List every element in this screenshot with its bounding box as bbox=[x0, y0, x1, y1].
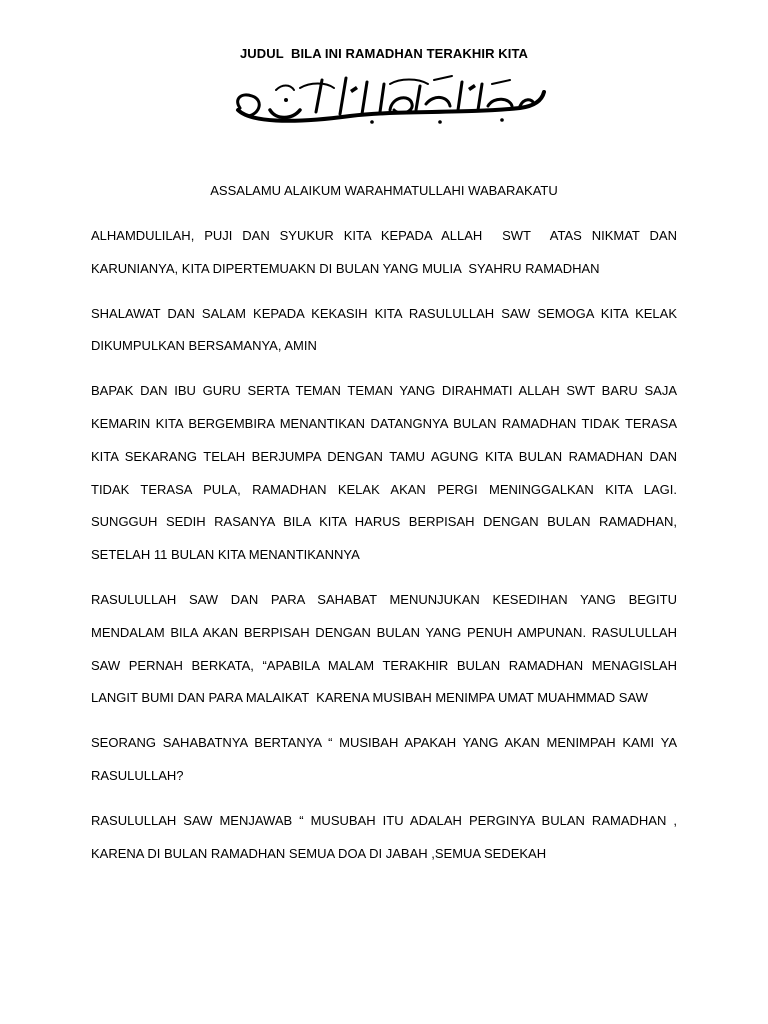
paragraph-6: RASULULLAH SAW MENJAWAB “ MUSUBAH ITU ADALAH PERGINYA BULAN RAMADHAN , KARENA DI BULAN RAMADHAN SEMUA DOA DI JABAH ,SEMUA SEDEKAH bbox=[91, 812, 681, 861]
paragraph-1: ALHAMDULILAH, PUJI DAN SYUKUR KITA KEPADA ALLAH SWT ATAS NIKMAT DAN KARUNIANYA, KITA DIPERTEMUAKN DI BULAN YANG MULIA SYAHRU RAMADHAN bbox=[91, 228, 681, 276]
body-text bbox=[91, 220, 685, 882]
paragraph-5: SEORANG SAHABATNYA BERTANYA “ MUSIBAH APAKAH YANG AKAN MENIMPAH KAMI YA RASULULLAH? bbox=[91, 735, 681, 783]
page-title: JUDUL BILA INI RAMADHAN TERAKHIR KITA bbox=[239, 46, 529, 61]
basmala-calligraphy-svg bbox=[230, 70, 550, 132]
paragraph-4: RASULULLAH SAW DAN PARA SAHABAT MENUNJUKAN KESEDIHAN YANG BEGITU MENDALAM BILA AKAN BERPISAH DENGAN BULAN YANG PENUH AMPUNAN. RASULULLAH SAW PERNAH BERKATA, “APABILA MALAM TERAKHIR BULAN RAMADHAN MENAGISLAH LANGIT BUMI DAN PARA MALAIKAT KARENA MUSIBAH MENIMPA UMAT MUAHMMAD SAW bbox=[91, 591, 681, 706]
basmala-calligraphy-icon bbox=[230, 70, 550, 132]
paragraph-3: BAPAK DAN IBU GURU SERTA TEMAN TEMAN YANG DIRAHMATI ALLAH SWT BARU SAJA KEMARIN KITA BERGEMBIRA MENANTIKAN DATANGNYA BULAN RAMADHAN TIDAK TERASA KITA SEKARANG TELAH BERJUMPA DENGAN TAMU AGUNG KITA BULAN RAMADHAN DAN TIDAK TERASA PULA, RAMADHAN KELAK AKAN PERGI MENINGGALKAN KITA LAGI. SUNGGUH SEDIH RASANYA BILA KITA HARUS BERPISAH DENGAN BULAN RAMADHAN, SETELAH 11 BULAN KITA MENANTIKANNYA bbox=[91, 383, 685, 563]
greeting-line: ASSALAMU ALAIKUM WARAHMATULLAHI WABARAKATU bbox=[210, 183, 558, 198]
paragraph-2: SHALAWAT DAN SALAM KEPADA KEKASIH KITA RASULULLAH SAW SEMOGA KITA KELAK DIKUMPULKAN BERSAMANYA, AMIN bbox=[91, 305, 681, 354]
